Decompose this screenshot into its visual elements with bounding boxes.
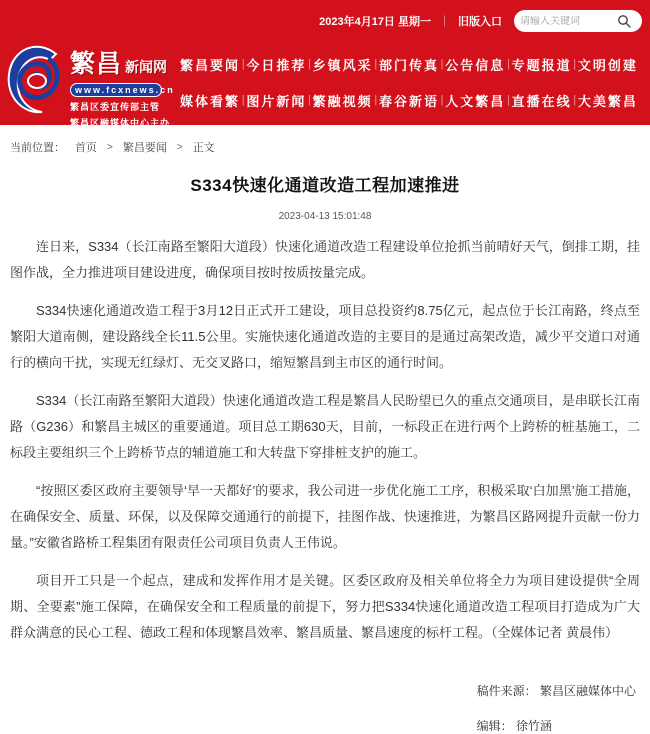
logo-text [70,40,175,129]
article-body [10,234,640,646]
search-box [514,10,642,32]
article-editor [477,717,636,734]
nav-separator: | [241,94,245,106]
breadcrumb-label: 当前位置： [10,142,65,154]
logo-supervisor: 繁昌区委宣传部主管 [70,102,161,112]
site-name: 繁昌 [70,49,123,78]
article-paragraph: 连日来，S334（长江南路至繁阳大道段）快速化通道改造工程建设单位抢抓当前晴好天气，倒排工期，挂图作战，全力推进项目建设进度，确保项目按时按质按量完成。 [10,239,640,280]
site-logo[interactable] [6,40,175,129]
nav-separator: | [573,58,577,70]
search-input[interactable] [520,16,616,27]
breadcrumb-current: 正文 [192,142,215,154]
nav-item-today-recommend[interactable]: 今日推荐 [246,57,307,73]
nav-separator: | [573,94,577,106]
nav-separator: | [374,58,378,70]
nav-separator: | [308,94,311,106]
breadcrumb-separator: > [107,141,113,153]
source-value: 繁昌区融媒体中心 [539,684,636,698]
nav-separator: | [506,58,510,70]
article-footer [477,682,636,734]
article-datetime: 2023-04-13 15:01:48 [278,211,372,222]
current-date: 2023年4月17日 星期一 [319,16,431,28]
topbar [180,0,642,42]
nav-item-photo-news[interactable]: 图片新闻 [246,93,307,109]
article-paragraph: 项目开工只是一个起点，建成和发挥作用才是关键。区委区政府及相关单位将全力为项目建设提供“全周期、全要素”施工保障，在确保安全和工程质量的前提下，努力把S334快速化通道改造工程项目打造成为广大群众满意的民心工程、德政工程和体现繁昌效率、繁昌质量、繁昌速度的标杆工程。（全媒体记者 黄晨伟） [10,573,640,640]
nav-item-chungu-voice[interactable]: 春谷新语 [378,93,439,109]
editor-value: 徐竹涵 [515,719,552,733]
article-title: S334快速化通道改造工程加速推进 [190,176,460,195]
nav-item-beautiful-fanchang[interactable]: 大美繁昌 [577,93,638,109]
nav-item-special-reports[interactable]: 专题报道 [511,57,572,73]
nav-item-culture[interactable]: 人文繁昌 [445,93,506,109]
topbar-separator: ｜ [439,16,450,28]
breadcrumb-section[interactable]: 繁昌要闻 [122,142,167,154]
search-icon[interactable] [616,13,632,29]
nav-item-civilization[interactable]: 文明创建 [577,57,638,73]
site-header [0,0,650,128]
nav-row-2 [180,86,642,114]
nav-item-media-view[interactable]: 媒体看繁 [180,93,241,109]
logo-swirl-icon [6,40,62,116]
main-nav [180,50,642,114]
nav-row-1 [180,50,642,78]
nav-item-live[interactable]: 直播在线 [511,93,572,109]
article-source [477,682,636,699]
nav-item-township-style[interactable]: 乡镇风采 [312,57,373,73]
old-version-link[interactable]: 旧版入口 [458,16,502,28]
nav-separator: | [308,58,311,70]
nav-separator: | [440,58,444,70]
article [0,171,650,734]
editor-label: 编辑： [476,719,513,733]
nav-separator: | [506,94,510,106]
nav-separator: | [374,94,378,106]
nav-separator: | [241,58,245,70]
article-paragraph: S334快速化通道改造工程于3月12日正式开工建设，项目总投资约8.75亿元，起点位于长江南路，终点至繁阳大道南侧，建设路线全长11.5公里。实施快速化通道改造的主要目的是通过高架改造，减少平交道口对通行的横向干扰，实现无红绿灯、无交叉路口，缩短繁昌到主市区的通行时间。 [10,303,640,370]
source-label: 稿件来源： [476,684,537,698]
site-url: www.fcxnews.cn [70,83,162,97]
breadcrumb-separator: > [176,141,183,153]
breadcrumb-home[interactable]: 首页 [75,142,97,154]
nav-item-video[interactable]: 繁融视频 [312,93,373,109]
article-paragraph: “按照区委区政府主要领导‘早一天都好’的要求，我公司进一步优化施工工序，积极采取‘白加黑’施工措施，在确保安全、质量、环保，以及保障交通通行的前提下，挂图作战、快速推进，为繁昌区路网提升贡献一份力量。”安徽省路桥工程集团有限责任公司项目负责人王伟说。 [10,483,640,550]
nav-item-fanchang-news[interactable]: 繁昌要闻 [180,57,241,73]
breadcrumb [0,125,650,155]
site-name-suffix: 新闻网 [125,60,168,76]
article-paragraph: S334（长江南路至繁阳大道段）快速化通道改造工程是繁昌人民盼望已久的重点交通项目，是串联长江南路（G236）和繁昌主城区的重要通道。项目总工期630天，目前，一标段正在进行两个上跨桥的桩基施工，二标段主要组织三个上跨桥节点的辅道施工和大转盘下穿排桩支护的施工。 [10,393,640,460]
logo-organizer: 繁昌区融媒体中心主办 [70,118,171,128]
nav-item-department-fax[interactable]: 部门传真 [378,57,439,73]
nav-item-announcements[interactable]: 公告信息 [445,57,506,73]
nav-separator: | [440,94,444,106]
